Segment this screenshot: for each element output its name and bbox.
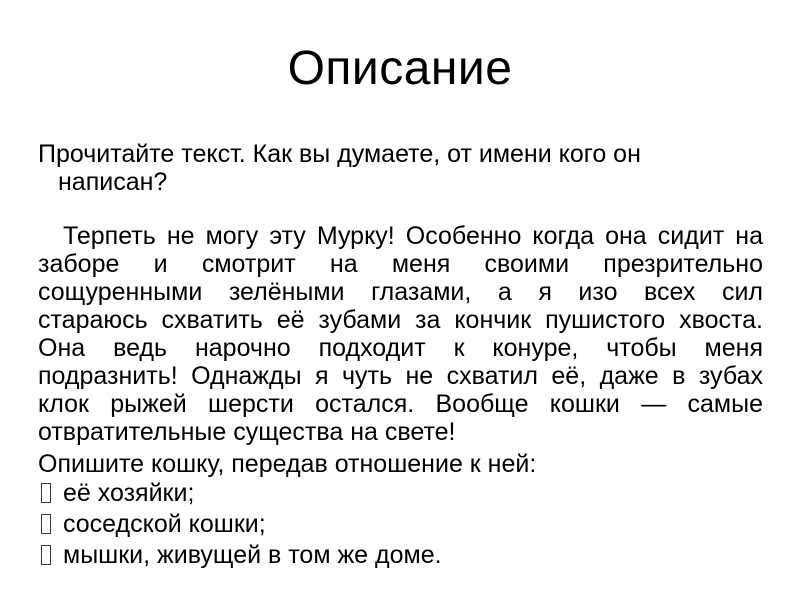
list-item-label: её хозяйки; <box>63 479 195 508</box>
list-item-label: мышки, живущей в том же доме. <box>63 541 442 570</box>
task-list <box>38 478 800 571</box>
task-prompt: Опишите кошку, передав отношение к ней: <box>38 450 537 479</box>
list-item-label: соседской кошки; <box>63 510 266 539</box>
quote-line: заборе и смотрит на меня своими презрительно <box>38 250 763 279</box>
quote-line: подразнить! Однажды я чуть не схватил её, даже в зубах <box>38 362 763 391</box>
intro-line: написан? <box>58 168 168 197</box>
list-item <box>38 509 800 540</box>
intro-line: Прочитайте текст. Как вы думаете, от имени кого он <box>38 140 641 169</box>
quote-line: стараюсь схватить её зубами за кончик пушистого хвоста. <box>38 306 763 335</box>
quote-line: Она ведь нарочно подходит к конуре, чтобы меня <box>38 334 763 363</box>
missing-glyph-bullet-icon <box>41 483 51 503</box>
quote-line: отвратительные существа на свете! <box>38 418 456 447</box>
intro-paragraph <box>38 140 762 196</box>
missing-glyph-bullet-icon <box>41 545 51 565</box>
quote-line: Терпеть не могу эту Мурку! Особенно когда она сидит на <box>63 222 763 251</box>
quote-line: сощуренными зелёными глазами, а я изо всех сил <box>38 278 763 307</box>
quote-line: клок рыжей шерсти остался. Вообще кошки — самые <box>38 390 763 419</box>
list-item <box>38 478 800 509</box>
missing-glyph-bullet-icon <box>41 514 51 534</box>
quote-paragraph <box>38 222 763 446</box>
list-item <box>38 540 800 571</box>
slide-title: Описание <box>287 42 513 95</box>
